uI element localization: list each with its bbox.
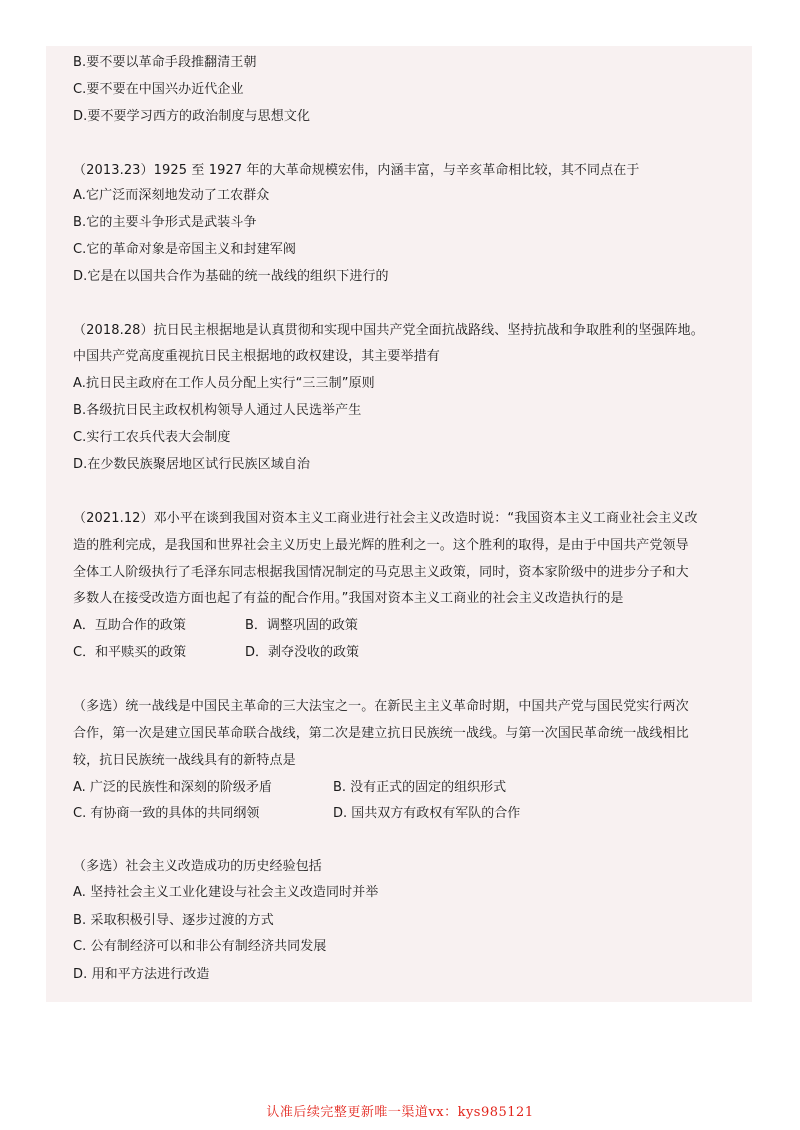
q2-option-a: A.抗日民主政府在工作人员分配上实行“三三制”原则	[73, 376, 375, 391]
q4-stem-line-3: 较，抗日民族统一战线具有的新特点是	[73, 753, 296, 768]
q3-option-c: C．和平赎买的政策	[73, 645, 187, 660]
q3-option-d: D．剥夺没收的政策	[245, 645, 360, 660]
q2-option-c: C.实行工农兵代表大会制度	[73, 430, 231, 445]
q4-option-b: B. 没有正式的固定的组织形式	[333, 780, 507, 795]
q1-option-b: B.它的主要斗争形式是武装斗争	[73, 215, 257, 230]
q5-option-a: A. 坚持社会主义工业化建设与社会主义改造同时并举	[73, 885, 379, 900]
q2-stem-line-2: 中国共产党高度重视抗日民主根据地的政权建设，其主要举措有	[73, 349, 440, 364]
q2-option-b: B.各级抗日民主政权机构领导人通过人民选举产生	[73, 403, 362, 418]
q2-option-d: D.在少数民族聚居地区试行民族区域自治	[73, 457, 311, 472]
q3-option-b: B．调整巩固的政策	[245, 618, 358, 633]
q1-stem: （2013.23）1925 至 1927 年的大革命规模宏伟，内涵丰富，与辛亥革命相比较，其不同点在于	[73, 163, 640, 178]
q3-stem-line-4: 多数人在接受改造方面也起了有益的配合作用。”我国对资本主义工商业的社会主义改造执行的是	[73, 591, 624, 606]
q5-stem: （多选）社会主义改造成功的历史经验包括	[73, 859, 322, 874]
q1-option-d: D.它是在以国共合作为基础的统一战线的组织下进行的	[73, 269, 389, 284]
q2-stem-line-1: （2018.28）抗日民主根据地是认真贯彻和实现中国共产党全面抗战路线、坚持抗战和争取胜利的坚强阵地。	[73, 323, 704, 338]
q4-stem-line-1: （多选）统一战线是中国民主革命的三大法宝之一。在新民主主义革命时期，中国共产党与国民党实行两次	[73, 699, 689, 714]
q3-stem-line-2: 造的胜利完成，是我国和世界社会主义历史上最光辉的胜利之一。这个胜利的取得，是由于中国共产党领导	[73, 538, 689, 553]
q3-stem-line-3: 全体工人阶级执行了毛泽东同志根据我国情况制定的马克思主义政策，同时，资本家阶级中的进步分子和大	[73, 565, 689, 580]
q4-option-a: A. 广泛的民族性和深刻的阶级矛盾	[73, 780, 272, 795]
footer-channel-notice: 认准后续完整更新唯一渠道vx：kys985121	[266, 1105, 534, 1120]
q3-stem-line-1: （2021.12）邓小平在谈到我国对资本主义工商业进行社会主义改造时说：“我国资本主义工商业社会主义改	[73, 511, 698, 526]
q1-option-c: C.它的革命对象是帝国主义和封建军阀	[73, 242, 297, 257]
q5-option-b: B. 采取积极引导、逐步过渡的方式	[73, 913, 274, 928]
q4-option-c: C. 有协商一致的具体的共同纲领	[73, 806, 260, 821]
q0-option-d: D.要不要学习西方的政治制度与思想文化	[73, 109, 311, 124]
q0-option-b: B.要不要以革命手段推翻清王朝	[73, 55, 257, 70]
q5-option-c: C. 公有制经济可以和非公有制经济共同发展	[73, 939, 327, 954]
q0-option-c: C.要不要在中国兴办近代企业	[73, 82, 244, 97]
q4-stem-line-2: 合作，第一次是建立国民革命联合战线，第二次是建立抗日民族统一战线。与第一次国民革命统一战线相比	[73, 726, 689, 741]
q5-option-d: D. 用和平方法进行改造	[73, 967, 210, 982]
q4-option-d: D. 国共双方有政权有军队的合作	[333, 806, 521, 821]
q1-option-a: A.它广泛而深刻地发动了工农群众	[73, 188, 270, 203]
q3-option-a: A．互助合作的政策	[73, 618, 186, 633]
